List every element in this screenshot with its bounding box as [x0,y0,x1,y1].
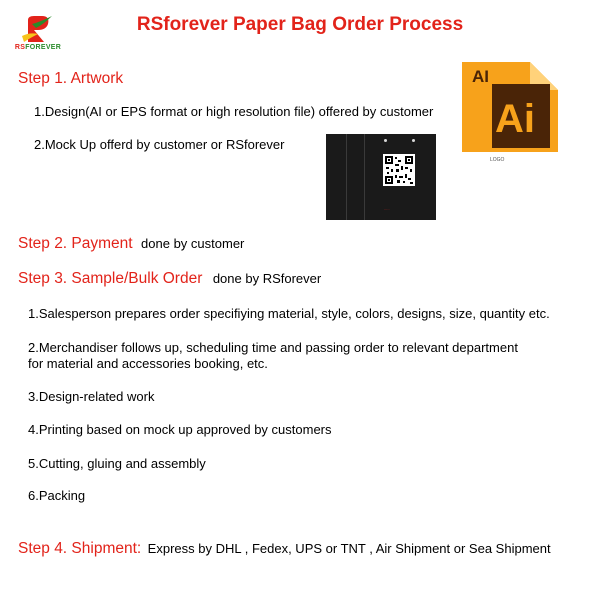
step1-item-1: 1.Design(AI or EPS format or high resolution file) offered by customer [34,104,434,119]
step1-heading: Step 1. Artwork [18,70,124,87]
logo-text: RSFOREVER [14,44,62,51]
step2-note: done by customer [141,236,245,251]
step3-item-6: 6.Packing [28,488,86,503]
ai-icon-caption: LOGO [490,157,505,163]
step2-heading: Step 2. Payment [18,235,133,252]
step3-item-5: 5.Cutting, gluing and assembly [28,456,206,471]
page-title: RSforever Paper Bag Order Process [136,14,464,35]
step3-item-3: 3.Design-related work [28,389,155,404]
qr-code-icon [383,154,415,186]
step4-heading: Step 4. Shipment: [18,540,142,557]
step3-row [18,270,321,288]
ai-corner-label: AI [472,67,489,86]
step3-note: done by RSforever [212,271,322,286]
step3-heading: Step 3. Sample/Bulk Order [18,270,203,287]
step3-item-1: 1.Salesperson prepares order specifiying material, style, colors, designs, size, quantity etc. [28,306,550,321]
ai-main-label: Ai [495,97,535,141]
step3-item-4: 4.Printing based on mock up approved by customers [28,422,332,437]
step3-item-2: 2.Merchandiser follows up, scheduling time and passing order to relevant department [28,340,518,355]
bag-mockup-image: ..... [326,134,436,220]
step3-item-2-cont: for material and accessories booking, etc. [28,356,268,371]
step4-note: Express by DHL , Fedex, UPS or TNT , Air Shipment or Sea Shipment [147,541,551,556]
adobe-illustrator-file-icon [458,56,562,156]
step1-item-2: 2.Mock Up offerd by customer or RSforever [34,137,285,152]
step2-row [18,235,244,253]
step4-row [18,540,551,558]
